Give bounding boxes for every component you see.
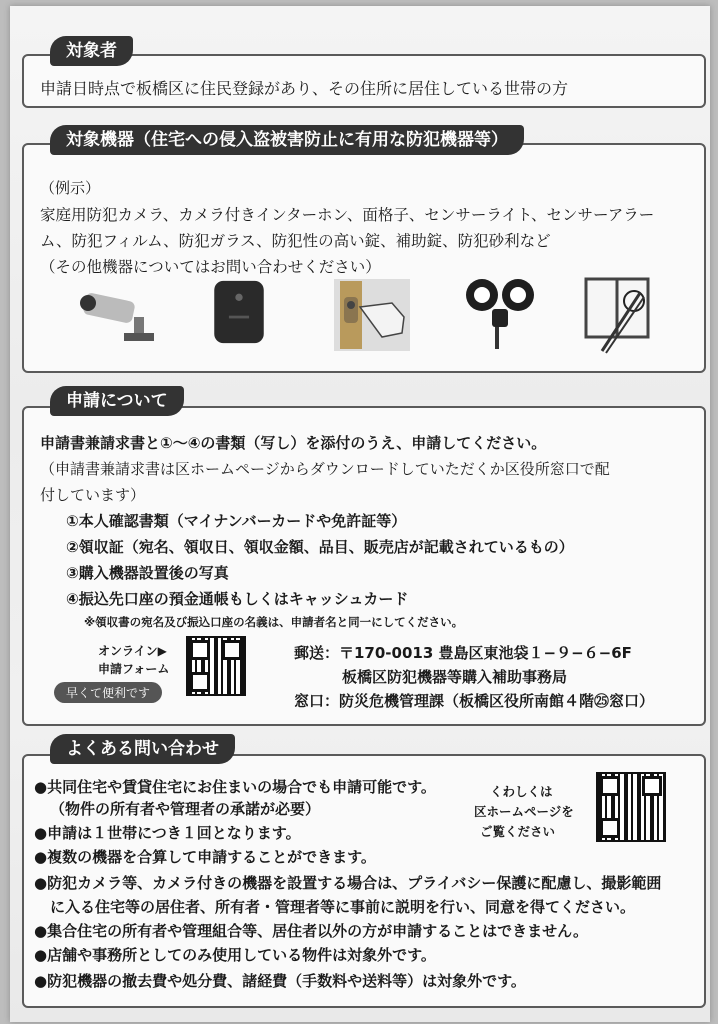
homepage-line1: くわしくは [490, 784, 553, 799]
online-form-label-2: 申請フォーム [98, 662, 170, 676]
application-note-line2: 付しています） [40, 486, 146, 504]
target-heading: 対象者 [50, 36, 133, 66]
mail-address: 郵送：〒170-0013 豊島区東池袋１−９−６−6F [294, 644, 632, 662]
target-text: 申請日時点で板橋区に住民登録があり、その住所に居住している世帯の方 [40, 79, 569, 98]
security-camera-icon [80, 283, 160, 349]
faq-item-1-note: （物件の所有者や管理者の承諾が必要） [50, 800, 321, 818]
document-item-1: ①本人確認書類（マイナンバーカードや免許証等） [66, 512, 407, 530]
faq-item-3: ●複数の機器を合算して申請することができます。 [34, 848, 376, 866]
window-film-icon [582, 275, 652, 355]
application-section [22, 386, 706, 726]
application-footnote: ※領収書の宛名及び振込口座の名義は、申請者名と同一にしてください。 [84, 615, 464, 629]
devices-line1: 家庭用防犯カメラ、カメラ付きインターホン、面格子、センサーライト、センサーアラー [40, 206, 655, 224]
devices-heading: 対象機器（住宅への侵入盗被害防止に有用な防犯機器等） [50, 125, 524, 155]
faq-item-6: ●店舗や事務所としてのみ使用している物件は対象外です。 [34, 946, 436, 964]
faq-item-4-cont: に入る住宅等の居住者、所有者・管理者等に事前に説明を行い、同意を得てください。 [50, 898, 636, 916]
faq-item-7: ●防犯機器の撤去費や処分費、諸経費（手数料や送料等）は対象外です。 [34, 972, 526, 990]
devices-line3: （その他機器についてはお問い合わせください） [40, 258, 381, 276]
sensor-light-icon [462, 275, 538, 353]
faq-item-1: ●共同住宅や賃貸住宅にお住まいの場合でも申請可能です。 [34, 778, 436, 796]
devices-section [22, 125, 706, 375]
online-form-pill: 早くて便利です [54, 682, 162, 703]
faq-heading: よくある問い合わせ [50, 734, 235, 764]
document-item-4: ④振込先口座の預金通帳もしくはキャッシュカード [66, 590, 409, 608]
faq-item-2: ●申請は１世帯につき１回となります。 [34, 824, 301, 842]
mail-recipient: 板橋区防犯機器等購入補助事務局 [342, 668, 568, 686]
application-intro: 申請書兼請求書と①～④の書類（写し）を添付のうえ、申請してください。 [40, 434, 547, 452]
document-item-3: ③購入機器設置後の写真 [66, 564, 229, 582]
faq-section [22, 734, 706, 1010]
application-note-line1: （申請書兼請求書は区ホームページからダウンロードしていただくか区役所窓口で配 [40, 460, 610, 478]
counter-info: 窓口：防災危機管理課（板橋区役所南館４階㉕窓口） [294, 692, 655, 710]
application-heading: 申請について [50, 386, 184, 416]
homepage-line3: ご覧ください [480, 824, 556, 839]
document-item-2: ②領収証（宛名、領収日、領収金額、品目、販売店が記載されているもの） [66, 538, 574, 556]
example-label: （例示） [40, 179, 101, 197]
faq-item-4: ●防犯カメラ等、カメラ付きの機器を設置する場合は、プライバシー保護に配慮し、撮影範囲 [34, 874, 662, 892]
homepage-line2: 区ホームページを [474, 804, 574, 819]
faq-item-5: ●集合住宅の所有者や管理組合等、居住者以外の方が申請することはできません。 [34, 922, 588, 940]
homepage-qr-code[interactable] [596, 772, 666, 842]
target-section [22, 36, 706, 110]
online-form-qr-code[interactable] [186, 636, 246, 696]
door-lock-icon [332, 277, 412, 353]
intercom-icon [208, 279, 270, 345]
devices-line2: ム、防犯フィルム、防犯ガラス、防犯性の高い錠、補助錠、防犯砂利など [40, 232, 551, 250]
online-form-label-1: オンライン▶ [98, 644, 167, 658]
